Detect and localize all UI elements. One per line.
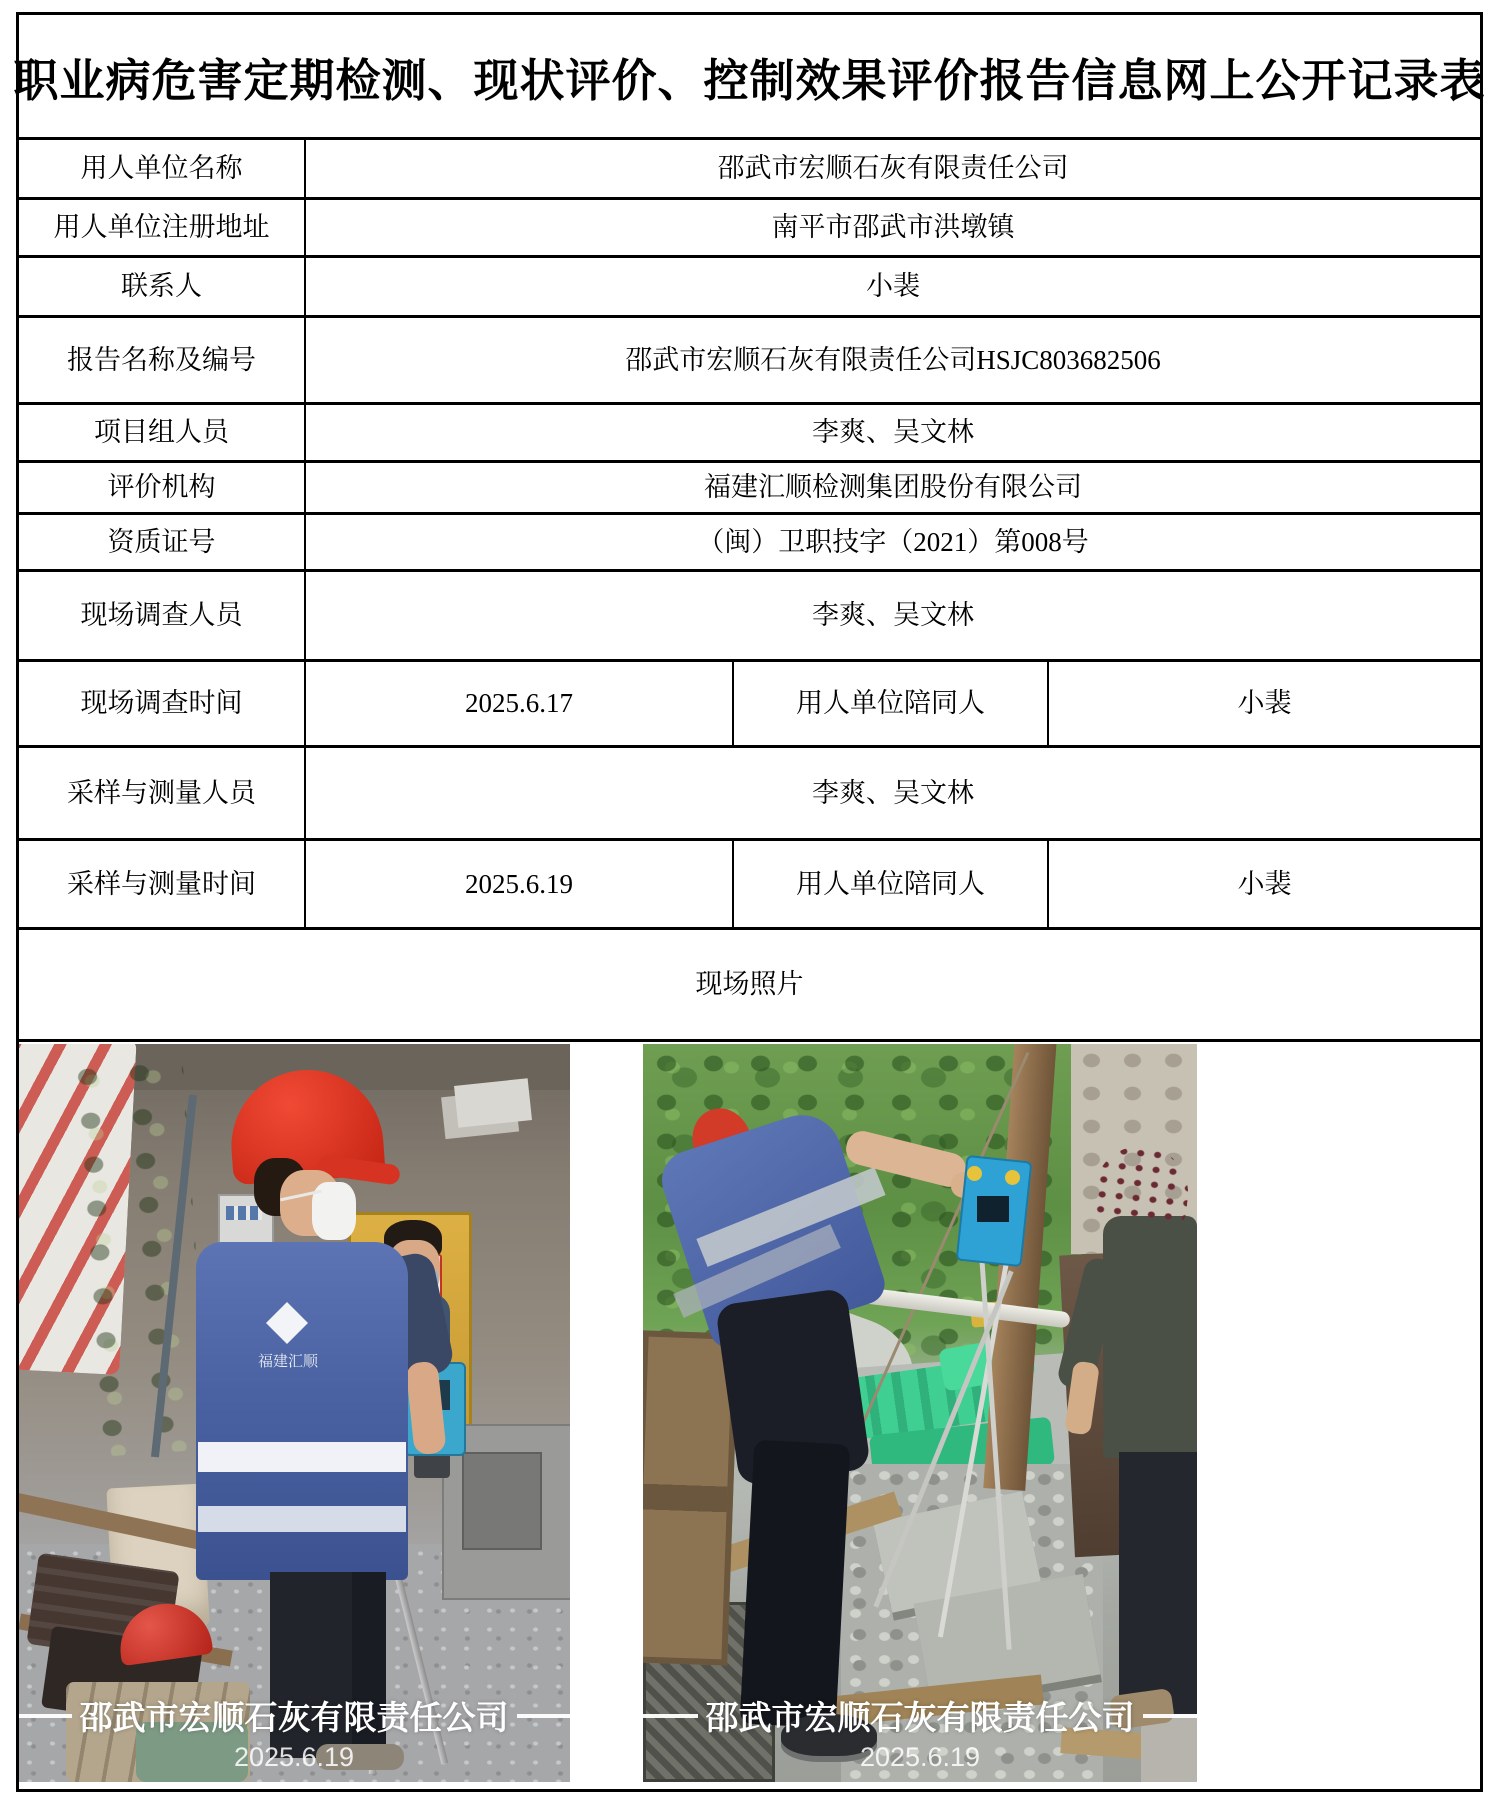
watermark-line-right xyxy=(517,1714,571,1718)
table-row xyxy=(19,318,1480,405)
table-row xyxy=(19,841,1480,930)
escort-shirt xyxy=(1103,1216,1197,1458)
vest-reflective-stripe-lower xyxy=(198,1506,406,1532)
photo-date-stamp: 2025.6.19 xyxy=(233,1742,355,1772)
watermark-line-left xyxy=(643,1714,698,1718)
row-label: 现场调查时间 xyxy=(19,662,306,745)
tech-legs xyxy=(740,1440,851,1729)
table-row xyxy=(19,572,1480,662)
table-row xyxy=(19,405,1480,463)
table-row xyxy=(19,140,1480,200)
table-row xyxy=(19,748,1480,841)
site-photo-outdoor xyxy=(643,1044,1197,1782)
watermark-company-name: 邵武市宏顺石灰有限责任公司 xyxy=(79,1699,509,1736)
row-value: 福建汇顺检测集团股份有限公司 xyxy=(704,472,1082,503)
row-label: 评价机构 xyxy=(19,463,306,512)
row-value-date: 2025.6.19 xyxy=(306,841,734,927)
row-label: 采样与测量人员 xyxy=(19,748,306,838)
table-row xyxy=(19,258,1480,318)
instrument-knob-right xyxy=(1005,1170,1020,1185)
row-value: 李爽、吴文林 xyxy=(812,417,974,448)
shelf-boxes xyxy=(454,1078,532,1128)
table-row xyxy=(19,515,1480,572)
title-row xyxy=(13,15,1486,140)
row-label: 项目组人员 xyxy=(19,405,306,460)
row-label: 联系人 xyxy=(19,258,306,315)
escort-pants xyxy=(1119,1452,1197,1714)
row-label: 用人单位注册地址 xyxy=(19,200,306,255)
row-value: 李爽、吴文林 xyxy=(812,600,974,631)
row-value-date: 2025.6.17 xyxy=(306,662,734,745)
watermark-line-left xyxy=(19,1714,72,1718)
photos-header: 现场照片 xyxy=(695,969,804,1000)
page-title: 职业病危害定期检测、现状评价、控制效果评价报告信息网上公开记录表 xyxy=(13,55,1486,106)
site-photo-indoor xyxy=(19,1044,570,1782)
record-table xyxy=(13,12,1486,1792)
row-value: 李爽、吴文林 xyxy=(812,777,974,808)
row-label: 用人单位名称 xyxy=(19,140,306,197)
wood-frame-left xyxy=(643,1330,739,1665)
photo-watermark xyxy=(643,1692,1197,1739)
breaker-switches xyxy=(226,1206,262,1220)
row-label-escort: 用人单位陪同人 xyxy=(734,662,1049,745)
photo-watermark xyxy=(19,1692,570,1739)
row-value-escort: 小裴 xyxy=(1237,868,1292,899)
table-row xyxy=(19,463,1480,515)
row-label: 报告名称及编号 xyxy=(19,318,306,402)
row-label: 现场调查人员 xyxy=(19,572,306,659)
watermark-line-right xyxy=(1143,1714,1198,1718)
machine-screen xyxy=(462,1452,542,1550)
row-value: 邵武市宏顺石灰有限责任公司 xyxy=(717,153,1069,184)
row-label: 采样与测量时间 xyxy=(19,841,306,927)
watermark-company-name: 邵武市宏顺石灰有限责任公司 xyxy=(705,1699,1135,1736)
photos-header-row xyxy=(19,930,1480,1042)
table-row xyxy=(19,662,1480,748)
row-value: 邵武市宏顺石灰有限责任公司HSJC803682506 xyxy=(625,344,1161,375)
row-label: 资质证号 xyxy=(19,515,306,569)
instrument-screen xyxy=(977,1196,1009,1222)
instrument-knob-left xyxy=(967,1166,982,1181)
vest-reflective-stripe-upper xyxy=(198,1442,406,1472)
row-value: （闽）卫职技字（2021）第008号 xyxy=(697,526,1089,557)
row-value: 南平市邵武市洪墩镇 xyxy=(771,212,1015,243)
vest-logo-text: 福建汇顺 xyxy=(257,1353,318,1370)
row-value: 小裴 xyxy=(866,271,920,302)
row-label-escort: 用人单位陪同人 xyxy=(734,841,1049,927)
table-row xyxy=(19,200,1480,258)
row-value-escort: 小裴 xyxy=(1237,688,1292,719)
photo-date-stamp: 2025.6.19 xyxy=(859,1742,981,1772)
site-photos-section xyxy=(19,1042,1480,1789)
